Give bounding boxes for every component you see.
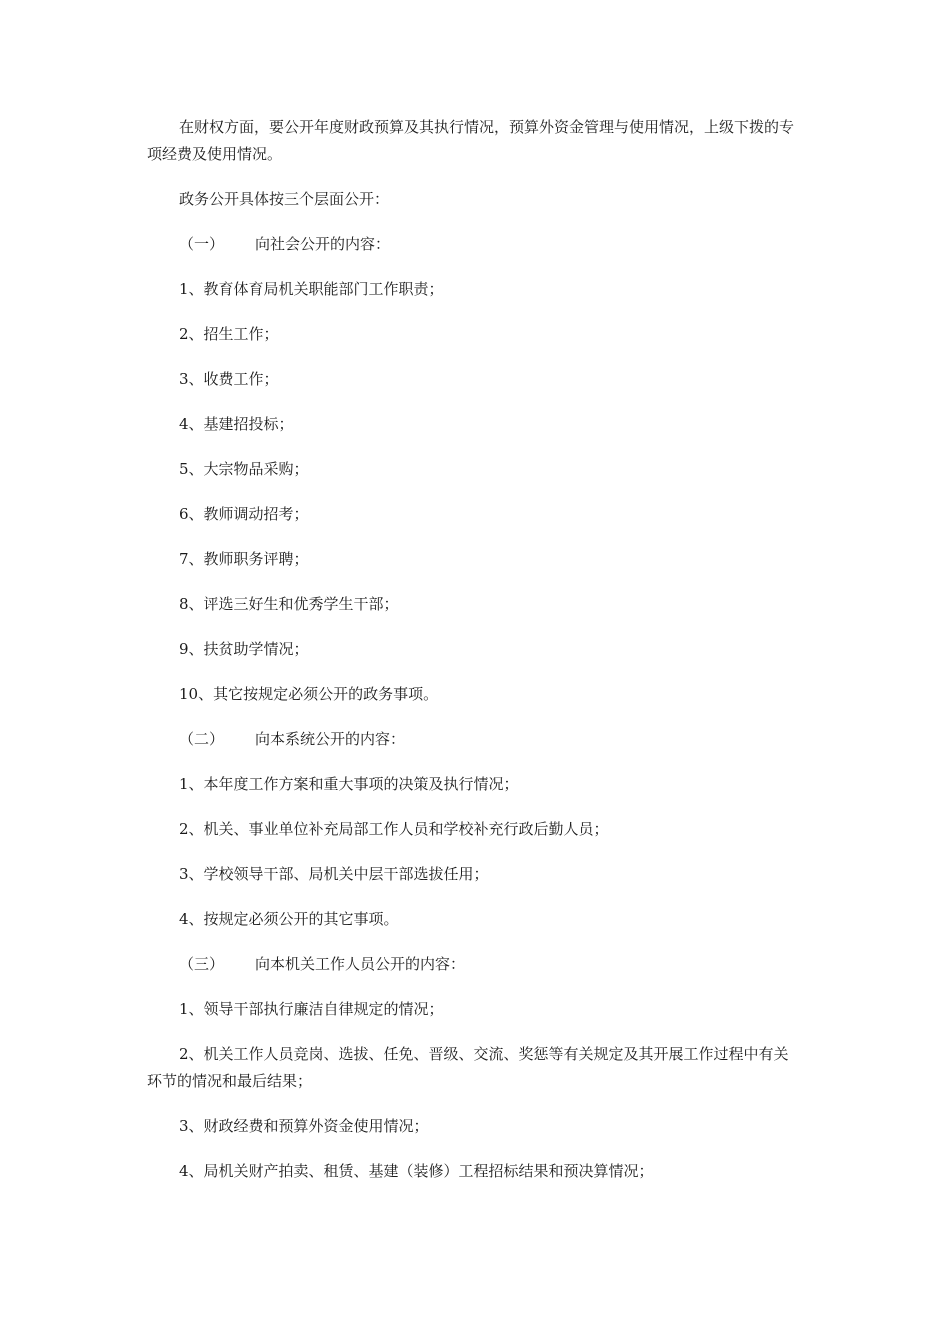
list-item: 2、招生工作； [179, 325, 279, 343]
list-item: 3、收费工作； [179, 370, 279, 388]
list-item: 2、机关、事业单位补充局部工作人员和学校补充行政后勤人员； [179, 820, 609, 838]
list-item: 5、大宗物品采购； [179, 460, 309, 478]
section-title: 向本系统公开的内容： [255, 730, 406, 748]
list-item: 6、教师调动招考； [179, 505, 309, 523]
list-item: 4、基建招投标； [179, 415, 294, 433]
list-item: 1、教育体育局机关职能部门工作职责； [179, 280, 444, 298]
section-heading-system [147, 726, 803, 753]
section-number: （三） [179, 955, 225, 973]
list-item: 7、教师职务评聘； [179, 550, 309, 568]
section-title: 向社会公开的内容： [255, 235, 391, 253]
list-item: 3、财政经费和预算外资金使用情况； [179, 1117, 429, 1135]
list-item: 2、机关工作人员竞岗、选拔、任免、晋级、交流、奖惩等有关规定及其开展工作过程中有关环节的情况和最后结果； [147, 1045, 789, 1090]
list-item: 9、扶贫助学情况； [179, 640, 309, 658]
section-heading-society [147, 231, 803, 258]
section-title: 向本机关工作人员公开的内容： [255, 955, 466, 973]
three-levels-intro: 政务公开具体按三个层面公开： [179, 190, 390, 208]
section-number: （一） [179, 235, 225, 253]
section-heading-staff [147, 951, 803, 978]
list-item: 10、其它按规定必须公开的政务事项。 [179, 685, 439, 703]
list-item: 1、领导干部执行廉洁自律规定的情况； [179, 1000, 444, 1018]
section-number: （二） [179, 730, 225, 748]
finance-paragraph: 在财权方面，要公开年度财政预算及其执行情况，预算外资金管理与使用情况，上级下拨的专项经费及使用情况。 [147, 118, 795, 163]
list-item: 4、局机关财产拍卖、租赁、基建（装修）工程招标结果和预决算情况； [179, 1162, 654, 1180]
document-body [147, 114, 803, 1203]
list-item: 3、学校领导干部、局机关中层干部选拔任用； [179, 865, 489, 883]
list-item: 8、评选三好生和优秀学生干部； [179, 595, 399, 613]
list-item: 1、本年度工作方案和重大事项的决策及执行情况； [179, 775, 519, 793]
list-item: 4、按规定必须公开的其它事项。 [179, 910, 399, 928]
